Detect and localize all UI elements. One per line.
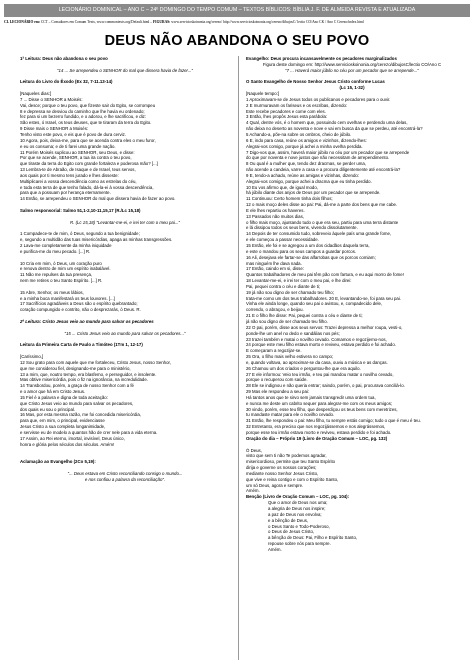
text-line: e a bênção de Deus, <box>268 517 309 523</box>
text-line: 7 Digo-vos que, assim, haverá maior júbilo no céu por um pecador que se arrepende <box>246 149 410 155</box>
text-line: 31 Então, lhe respondeu o pai: Meu filho, tu sempre estás comigo; tudo o que é meu é teu. <box>246 418 421 424</box>
text-line: 23 trazei também e matai o novilho cevado. Comamos e regozijemo-nos, <box>246 336 387 342</box>
text-line: 29 Mas ele respondeu a seu pai: <box>246 389 310 395</box>
text-line: 9 Disse mais o SENHOR a Moisés: <box>20 126 89 132</box>
text-line: 9 E, tendo-a achado, reúne as amigas e vizinhas, dizendo: <box>246 172 360 178</box>
text-line: "... Deus estava em Cristo reconciliando consigo o mundo... <box>67 470 183 476</box>
text-line: o Deus de Jesus Cristo, <box>268 529 315 535</box>
text-line: 11 Não me repulses da tua presença, <box>20 272 93 278</box>
text-line: aos quais por ti mesmo tens jurado e lhes disseste: <box>20 172 119 178</box>
text-line: São estes, ó Israel, os teus deuses, que te tiraram da terra do Egito. <box>20 120 152 126</box>
text-line: visto que sem ti não Te podemos agradar, <box>246 453 327 459</box>
text-line: Pai, pequei contra o céu e diante de ti; <box>246 283 321 289</box>
text-line: 15 Abre, Senhor, os meus lábios, <box>20 289 84 295</box>
text-line: Benção (Livro de Oração Comum – LOC, pg. 104): <box>246 494 350 500</box>
text-line: repouse sobre nós para sempre. <box>268 541 331 547</box>
text-line: 30 vindo, porém, esse teu filho, que desperdiçou os teus bens com meretrizes, <box>246 406 398 412</box>
text-line: e eu os consuma; e de ti farei uma grande nação. <box>20 143 116 149</box>
text-line: 12 o mais moço deles disse ao pai: Pai, dá-me a parte dos bens que me cabe. <box>246 202 398 208</box>
text-line: correndo, o abraçou, e beijou. <box>246 307 304 313</box>
text-line: porque esse teu irmão estava morto e reviveu, estava perdido e foi achado. <box>246 430 392 435</box>
text-line: porque o recuperou com saúde. <box>246 377 308 383</box>
text-line: Alegrai-vos comigo, porque já achei a minha ovelha perdida. <box>246 143 363 149</box>
text-line: fez para si um bezerro fundido, e o adorou, e lhe sacrificou, e diz: <box>20 114 147 120</box>
left-column <box>20 56 230 664</box>
text-line: 8 Ou qual é a mulher que, tendo dez dracmas, se perder uma, <box>246 161 367 167</box>
text-line: Que o amor de Deus nos uma; <box>268 500 328 506</box>
text-line: e servisse eu de modelo a quantos hão de crer nele para a vida eterna. <box>20 430 158 435</box>
text-line: 32 Entretanto, era preciso que nos regozijássemos e nos alegrássemos, <box>246 424 386 430</box>
text-line: 11 Porém Moisés suplicou ao SENHOR, seu Deus, e disse: <box>20 149 135 155</box>
text-line: e este o mandou para os seus campos a guardar porcos. <box>246 248 357 254</box>
text-line: para que a possuam por herança eternamente. <box>20 190 111 196</box>
text-line: 10 Eu vos afirmo que, de igual modo, <box>246 184 318 190</box>
text-line: R. (Lc 15,18) "Levantar-me-ei, e irei ter com o meu pai..." <box>70 219 180 225</box>
text-line: 16 Ali, desejava ele fartar-se das alfarrobas que os porcos comiam; <box>246 254 376 260</box>
text-line: 1ª Leitura: Deus não abandona o seu povo <box>20 56 108 61</box>
text-line: Vinha ele ainda longe, quando seu pai o avistou, e, compadecido dele, <box>246 301 383 307</box>
text-line: 5 Achando-a, põe-na sobre os ombros, cheio de júbilo. <box>246 131 352 137</box>
text-line: Alegrai-vos comigo, porque achei a dracma que eu tinha perdido. <box>246 178 372 184</box>
text-line: O Santo Evangelho de Nosso Senhor Jesus Cristo conforme Lucas <box>246 79 385 85</box>
text-line: 22 O pai, porém, disse aos seus servos: Trazei depressa a melhor roupa, vesti-o, <box>246 324 403 330</box>
text-line: que vive e reina contigo e com o Espírito Santo, <box>246 476 339 482</box>
text-line: para que, em mim, o principal, evidenciasse <box>20 418 105 424</box>
text-line: e o amor que há em Cristo Jesus. <box>20 389 86 395</box>
text-line: 15 Então, ele foi e se agregou a um dos cidadãos daquela terra, <box>246 243 370 248</box>
text-line: e ele começou a passar necessidade. <box>246 237 319 243</box>
text-line: 19 já não sou digno de ser chamado teu filho; <box>246 289 334 295</box>
text-line: 13 Lembra-te de Abraão, de Isaque e de Israel, teus servos, <box>20 167 136 173</box>
text-line: 12 Sou grato para com aquele que me fortaleceu, Cristo Jesus, nosso Senhor, <box>20 359 171 365</box>
text-line: 2 E murmuravam os fariseus e os escribas, dizendo: <box>246 102 348 108</box>
text-line: Amém. <box>268 546 282 552</box>
text-line: misericordioso, permite que teu Santo Espírito <box>246 459 336 465</box>
text-line: a paz de Deus nos envolva; <box>268 511 322 517</box>
text-line: e toda esta terra de que tenho falado, dá-la-ei à vossa descendência, <box>20 184 154 190</box>
text-line: ponde-lhe um anel no dedo e sandálias nos pés; <box>246 330 340 336</box>
text-line: Figura deste domingo em: http://www.servicioskoinonia.org/cerezo/dibujosC/lectio CO/Ano C <box>262 61 442 67</box>
text-line: 7 ... Disse o SENHOR a Moisés: <box>20 96 83 102</box>
text-line: não deixa no deserto as noventa e nove e vai em busca da que se perdeu, até encontrá-la? <box>246 126 423 132</box>
text-line: a bênção de Deus: Pai, Filho e Espírito Santo, <box>268 535 358 541</box>
text-line: 15 Fiel é a palavra e digna de toda aceitação: <box>20 394 108 400</box>
text-line: 11 Continuou: Certo homem tinha dois filhos; <box>246 196 333 202</box>
text-line: há júbilo diante dos anjos de Deus por um pecador que se arrepende. <box>246 190 381 196</box>
text-line: o filho mais moço, ajuntando tudo o que era seu, partiu para uma terra distante <box>246 219 399 225</box>
text-line: e, quando voltava, ao aproximar-se da casa, ouviu a música e as danças. <box>246 359 388 365</box>
text-line: 4 Qual, dentre vós, é o homem que, possuindo cem ovelhas e perdendo uma delas, <box>246 120 408 126</box>
text-line: 14 Transbordou, porém, a graça de nosso Senhor com a fé <box>20 383 134 389</box>
text-line: 27 E ele informou: Veio teu irmão, e teu pai mandou matar o novilho cevado, <box>246 371 394 377</box>
text-line: 16 Mas, por esta mesma razão, me foi concedida misericórdia, <box>20 412 141 418</box>
text-line: 8 e depressa se desviou do caminho que lhe havia eu ordenado; <box>20 108 145 114</box>
text-line: Há tantos anos que te sirvo sem jamais transgredir uma ordem tua, <box>246 394 376 400</box>
text-line: não acende a candeia, varre a casa e a procura diligentemente até encontrá-la? <box>246 167 401 173</box>
text-line: 6 E, indo para casa, reúne os amigos e vizinhos, dizendo-lhes: <box>246 137 367 143</box>
right-column <box>246 56 458 664</box>
text-line: honra e glória pelos séculos dos séculos. Amém! <box>20 441 115 447</box>
source-text: CCT – Consultores em Comum Texts, www.commontexts.org/Default.html – <box>40 20 153 24</box>
text-line: 17 Então, caindo em si, disse: <box>246 266 304 272</box>
text-line: o Deus Santo e Todo-Poderoso, <box>268 523 330 529</box>
text-line: (Lc 15, 1-32) <box>339 85 365 91</box>
text-line: mas ninguém lhe dava nada. <box>246 260 302 266</box>
text-line: E ele lhes repartiu os haveres. <box>246 207 305 213</box>
text-line: 24 porque este meu filho estava morto e reviveu, estava perdido e foi achado. <box>246 342 396 348</box>
text-line: Tenho visto este povo, e eis que é povo de dura cerviz. <box>20 131 127 137</box>
figuras-label: FIGURAS: <box>152 20 171 24</box>
text-line: mediante nosso Senhor Jesus Cristo, <box>246 470 319 476</box>
text-line: um só Deus, agora e sempre. <box>246 482 304 488</box>
lectionary-header-banner: LECIONÁRIO DOMINICAL – ANO C – 24º DOMINGO DO TEMPO COMUM – TEXTOS BÍBLICOS: BÍBLIA J. F. DE ALMEIDA REVISTA E ATUALIZADA <box>4 4 470 17</box>
text-line: e purifica-me do meu pecado. [...] R. <box>20 248 91 254</box>
text-line: 18 Levantar-me-ei, e irei ter com o meu pai, e lhe direi: <box>246 278 352 284</box>
text-line: e a minha boca manifestará os teus louvores. [...] <box>20 295 115 301</box>
text-line: E começaram a regozijar-se. <box>246 348 302 354</box>
text-line: coração compungido e contrito, não o desprezarás, ó Deus. R. <box>20 307 141 313</box>
source-line <box>4 18 470 27</box>
text-line: Salmo responsorial: Salmo 51,1-2,10-11,15,17 (R./Lc 15,18) <box>20 207 141 213</box>
text-line: dos quais eu sou o principal. <box>20 406 76 412</box>
text-line: Por que se acende, SENHOR, a tua ira contra o teu povo, <box>20 155 132 161</box>
text-line: dirija e governe os nossos corações; <box>246 465 317 471</box>
text-line: "7 ... Haverá maior júbilo no céu por um pecador que se arrepende..." <box>285 67 419 73</box>
text-line: 14 Então, se arrependeu o SENHOR do mal que dissera havia de fazer ao povo. <box>20 196 176 202</box>
text-line: 3 Então, lhes propôs Jesus esta parábola: <box>246 114 328 120</box>
text-line: 10 Agora, pois, deixa-me, para que se acenda contra eles o meu furor, <box>20 137 156 143</box>
text-line: Ó Deus, <box>246 447 262 453</box>
text-line: nem me retires o teu Santo Espírito. [...] R. <box>20 278 103 284</box>
text-line: 1 Aproximavam-se de Jesus todos os publicanos e pecadores para o ouvir. <box>246 96 391 102</box>
text-line: [Naqueles dias:] <box>20 91 52 97</box>
text-line: já não sou digno de ser chamado teu filho. <box>246 318 328 324</box>
figuras-text: www.servicioskoinonia.org/cerezo/ http://www.servicioskoinonia.org/cerezo/dibujosC/ lectio CO/Ano CK / Ano C Cerezo/index.html <box>171 20 364 24</box>
text-line: 13 a mim, que, noutro tempo, era blasfemo, e perseguidor, e insolente. <box>20 371 157 377</box>
text-line: Leitura da Primeira Carta de Paulo a Timóteo (1Tm 1, 12-17) <box>20 342 143 348</box>
text-line: Este recebe pecadores e come com eles. <box>246 108 326 114</box>
text-line: que Cristo Jesus veio ao mundo para salvar os pecadores, <box>20 400 134 406</box>
text-line: 13 Passados não muitos dias, <box>246 213 304 219</box>
text-line: e renova dentro de mim um espírito inabalável. <box>20 266 111 272</box>
text-line: que tiraste da terra do Egito com grande fortaleza e poderosa mão? [...] <box>20 161 158 167</box>
text-line: [Caríssimo,] <box>20 354 44 360</box>
text-line: Mas obtive misericórdia, pois o fiz na ignorância, na incredulidade. <box>20 377 148 383</box>
text-line: 17 Sacrifícios agradáveis a Deus são o espírito quebrantado; <box>20 301 138 307</box>
text-line: Oração do dia – Próprio 19 (Livro de Oração Comum – LOC, pg. 132) <box>246 435 388 441</box>
text-line: 26 Chamou um dos criados e perguntou-lhe que era aquilo. <box>246 365 361 371</box>
text-line: 28 Ele se indignou e não queria entrar; saindo, porém, o pai, procurava conciliá-lo. <box>246 383 405 389</box>
text-line: do que por noventa e nove justos que não necessitam de arrependimento. <box>246 155 390 161</box>
text-line: Evangelho: Deus procura incansavelmente os pecadores marginalizados <box>246 56 397 61</box>
text-line: 14 Depois de ter consumido tudo, sobreveio àquele país uma grande fome, <box>246 231 392 237</box>
text-line: 21 E o filho lhe disse: Pai, pequei contra o céu e diante de ti; <box>246 313 363 319</box>
text-line: 2ª Leitura: Cristo Jesus veio ao mundo para salvar os pecadores <box>20 318 154 324</box>
text-line: Multiplicarei a vossa descendência como as estrelas do céu, <box>20 178 137 184</box>
text-line: trata-me como um dos teus trabalhadores. 20 E, levantando-se, foi para seu pai. <box>246 295 402 301</box>
page-title: DEUS NÃO ABANDONA O SEU POVO <box>104 33 370 49</box>
text-line: Aclamação ao Evangelho (2Co 5,19): <box>20 459 96 465</box>
text-line: 25 Ora, o filho mais velho estivera no campo; <box>246 354 334 360</box>
text-line: a alegria de Deus nos inspire; <box>268 505 326 511</box>
text-line: tu mandaste matar para ele o novilho cevado. <box>246 412 335 418</box>
text-line: Leitura do Livro do Êxodo (Ex 32, 7-11.13-14) <box>20 79 113 85</box>
text-line: e nunca me deste um cabrito sequer para alegrar-me com os meus amigos; <box>246 400 393 406</box>
source-label: CL LECIONÁRIO em: <box>4 20 40 24</box>
text-line: Jesus Cristo a sua completa longanimidade, <box>20 424 106 430</box>
text-line: Amém. <box>246 488 260 494</box>
text-line: Quantos trabalhadores de meu pai têm pão com fartura, e eu aqui morro de fome! <box>246 272 404 278</box>
text-line: 1 Compadece-te de mim, ó Deus, segundo a tua benignidade; <box>20 231 140 237</box>
text-line: que me considerou fiel, designando-me para o ministério, <box>20 365 131 371</box>
text-line: e, segundo a multidão das tuas misericórdias, apaga as minhas transgressões. <box>20 237 173 243</box>
text-line: e lá dissipou todos os seus bens, vivendo dissolutamente. <box>246 225 358 231</box>
text-line: 2 Lava-me completamente da minha iniquidade <box>20 243 112 248</box>
text-line: "15 ... Cristo Jesus veio ao mundo para salvar os pecadores..." <box>64 330 186 336</box>
text-line: e nos confiou a palavra da reconciliação". <box>84 476 166 482</box>
text-line: Vai, desce; porque o teu povo, que fizeste sair do Egito, se corrompeu <box>20 102 156 108</box>
column-divider <box>238 56 239 660</box>
text-line: 10 Cria em mim, ó Deus, um coração puro <box>20 260 102 266</box>
text-line: "14 ... Se arrependeu o SENHOR do mal que dissera havia de fazer..." <box>57 67 193 73</box>
text-line: 17 Assim, ao Rei eterno, imortal, invisível, Deus único, <box>20 435 125 441</box>
text-line: [Naquele tempo:] <box>246 91 280 97</box>
